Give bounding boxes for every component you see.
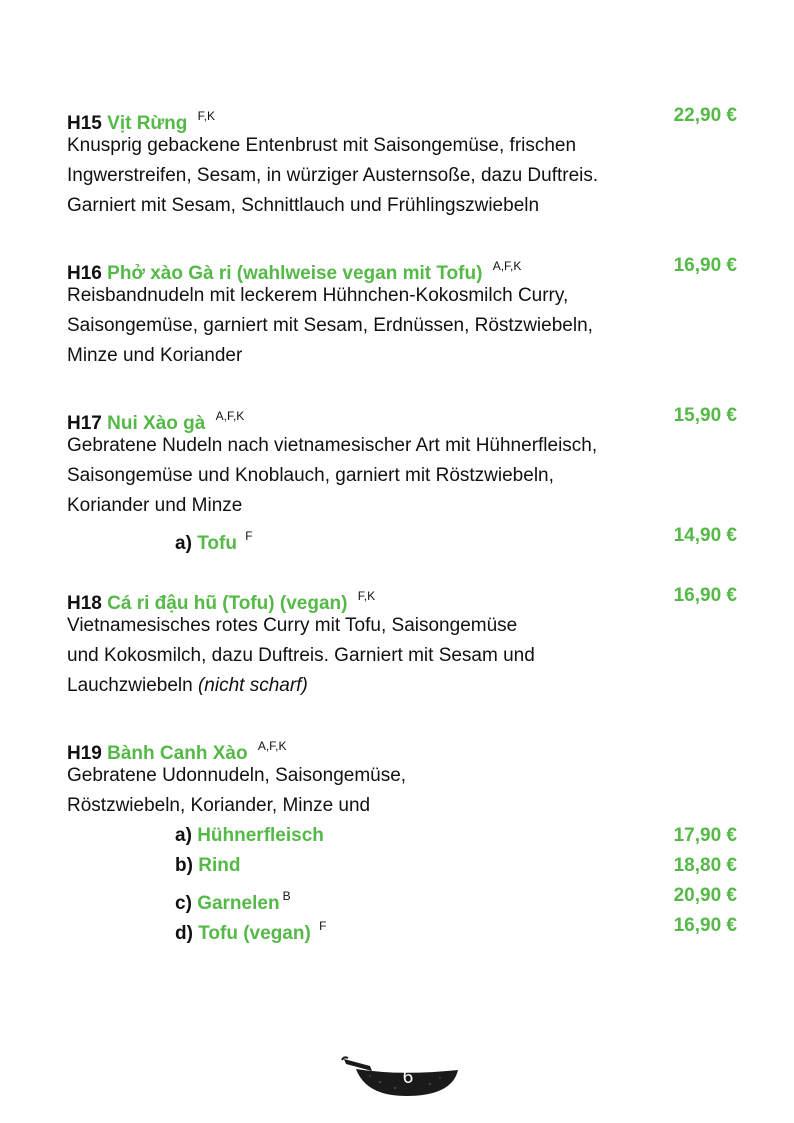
option-price: 17,90 € <box>673 825 737 846</box>
item-allergens: F,K <box>197 109 216 123</box>
description-line: und Kokosmilch, dazu Duftreis. Garniert mit Sesam und <box>67 645 535 666</box>
item-option <box>67 521 737 554</box>
item-option <box>67 911 737 944</box>
item-name: Nui Xào gà <box>107 413 206 434</box>
option-label: b) <box>175 855 193 876</box>
menu-item-h15 <box>67 101 737 221</box>
item-code: H17 <box>67 413 102 434</box>
item-code: H18 <box>67 593 102 614</box>
description-line: Reisbandnudeln mit leckerem Hühnchen-Kokosmilch Curry, <box>67 285 569 306</box>
option-label: a) <box>175 825 192 846</box>
item-name: Cá ri đậu hũ (Tofu) (vegan) <box>107 593 348 614</box>
item-name: Phở xào Gà ri (wahlweise vegan mit Tofu) <box>107 263 483 284</box>
item-code: H16 <box>67 263 102 284</box>
option-price: 20,90 € <box>673 885 737 906</box>
option-label: a) <box>175 533 192 554</box>
description-line: Knusprig gebackene Entenbrust mit Saisongemüse, frischen <box>67 135 577 156</box>
spice-note: (nicht scharf) <box>197 675 308 696</box>
item-price: 15,90 € <box>673 405 737 426</box>
description-line: Garniert mit Sesam, Schnittlauch und Frühlingszwiebeln <box>67 195 540 216</box>
description-line: Röstzwiebeln, Koriander, Minze und <box>67 795 371 816</box>
description-line: Gebratene Udonnudeln, Saisongemüse, <box>67 765 407 786</box>
menu-item-h18 <box>67 581 737 701</box>
description-line: Minze und Koriander <box>67 345 243 366</box>
item-code: H15 <box>67 113 102 134</box>
menu-item-h17 <box>67 401 737 554</box>
item-allergens: F,K <box>357 589 376 603</box>
item-name: Vịt Rừng <box>107 113 188 134</box>
item-option <box>67 881 737 914</box>
menu-page <box>67 0 737 1123</box>
option-allergens: F <box>319 919 327 933</box>
option-label: d) <box>175 923 193 944</box>
page-number: 6 <box>402 1067 414 1088</box>
description-line: Vietnamesisches rotes Curry mit Tofu, Saisongemüse <box>67 615 518 636</box>
item-allergens: A,F,K <box>257 739 287 753</box>
item-header <box>67 101 737 134</box>
option-price: 14,90 € <box>673 525 737 546</box>
item-price: 16,90 € <box>673 585 737 606</box>
item-price: 22,90 € <box>673 105 737 126</box>
item-header <box>67 251 737 284</box>
description-line <box>67 671 737 701</box>
item-name: Bành Canh Xào <box>107 743 248 764</box>
item-header <box>67 401 737 434</box>
description-line: Koriander und Minze <box>67 495 243 516</box>
option-allergens: B <box>282 889 291 903</box>
page-footer <box>0 1052 794 1102</box>
item-header <box>67 581 737 614</box>
description-line: Ingwerstreifen, Sesam, in würziger Austernsoße, dazu Duftreis. <box>67 165 599 186</box>
option-name: Garnelen <box>197 893 280 914</box>
item-code: H19 <box>67 743 102 764</box>
option-price: 18,80 € <box>673 855 737 876</box>
item-header <box>67 731 737 764</box>
item-option <box>67 821 737 851</box>
option-name: Rind <box>198 855 241 876</box>
item-price: 16,90 € <box>673 255 737 276</box>
description-line: Saisongemüse und Knoblauch, garniert mit Röstzwiebeln, <box>67 465 554 486</box>
description-text: Lauchzwiebeln <box>67 675 193 696</box>
description-line: Saisongemüse, garniert mit Sesam, Erdnüssen, Röstzwiebeln, <box>67 315 593 336</box>
item-allergens: A,F,K <box>492 259 522 273</box>
description-line: Gebratene Nudeln nach vietnamesischer Art mit Hühnerfleisch, <box>67 435 598 456</box>
menu-item-h19 <box>67 731 737 944</box>
item-allergens: A,F,K <box>215 409 245 423</box>
menu-item-h16 <box>67 251 737 371</box>
item-option <box>67 851 737 881</box>
option-label: c) <box>175 893 192 914</box>
option-name: Tofu <box>197 533 237 554</box>
option-name: Hühnerfleisch <box>197 825 324 846</box>
option-allergens: F <box>245 529 253 543</box>
option-price: 16,90 € <box>673 915 737 936</box>
option-name: Tofu (vegan) <box>198 923 311 944</box>
